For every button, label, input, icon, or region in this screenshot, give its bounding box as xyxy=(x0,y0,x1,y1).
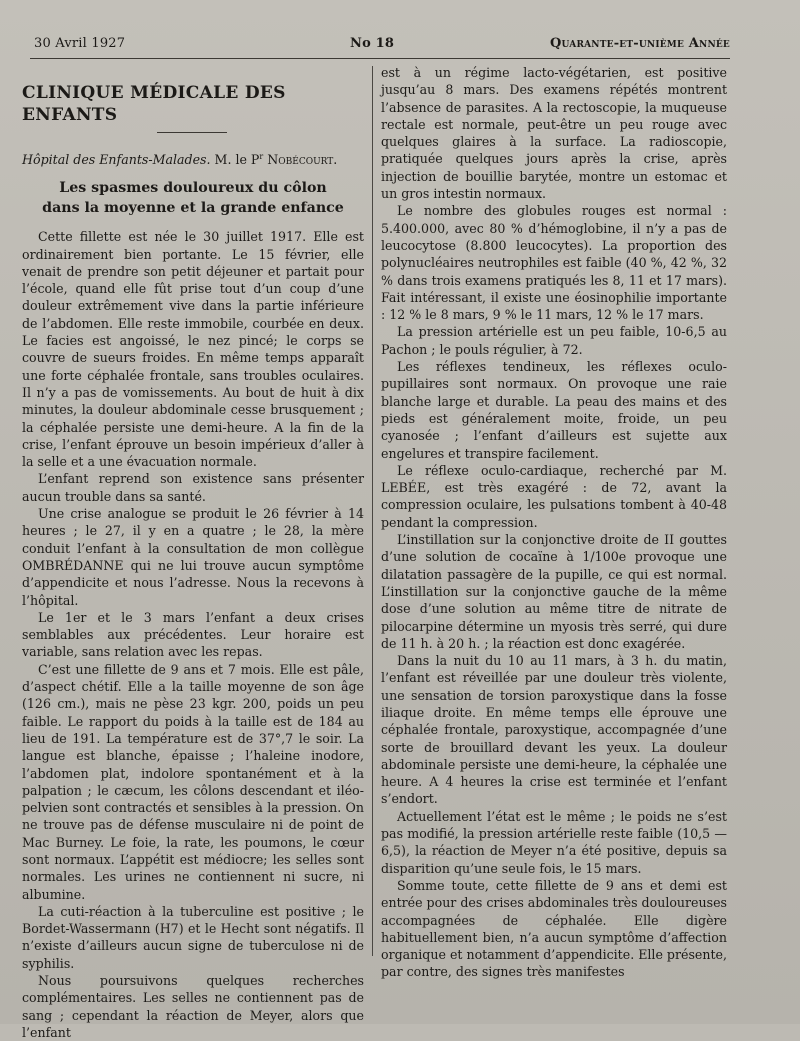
paragraph: Le réflexe oculo-cardiaque, recherché par M. LEBÉE, est très exagéré : de 72, avant la compression oculaire, les pulsations tombent à 40-48 pendant la compression. xyxy=(381,462,727,530)
right-column xyxy=(381,64,727,981)
hospital-line xyxy=(22,151,364,168)
paragraph: Dans la nuit du 10 au 11 mars, à 3 h. du matin, l’enfant est réveillée par une douleur très violente, une sensation de torsion paroxystique dans la fosse iliaque droite. En même temps elle éprouve une céphalée frontale, paroxystique, accompagnée d’une sorte de brouillard devant les yeux. La douleur abdominale persiste une demi-heure, la céphalée une heure. A 4 heures la crise est terminée et l’enfant s’endort. xyxy=(381,653,727,807)
professor-name: Nobécourt. xyxy=(267,152,338,167)
hospital-name: Hôpital des Enfants-Malades. xyxy=(22,152,211,167)
paragraph: Nous poursuivons quelques recherches complémentaires. Les selles ne contiennent pas de sang ; cependant la réaction de Meyer, alors que l’enfant xyxy=(22,973,364,1040)
left-column xyxy=(22,72,364,1041)
paragraph: Les réflexes tendineux, les réflexes oculo-pupillaires sont normaux. On provoque une raie blanche large et durable. La peau des mains et des pieds est généralement moite, froide, un peu cyanosée ; l’enfant d’ailleurs est sujette aux engelures et transpire facilement. xyxy=(381,359,727,461)
issue-date: 30 Avril 1927 xyxy=(34,36,126,51)
article-title-line-2: dans la moyenne et la grande enfance xyxy=(42,200,344,217)
paragraph: Une crise analogue se produit le 26 février à 14 heures ; le 27, il y en a quatre ; le 28, la mère conduit l’enfant à la consultation de mon collègue OMBRÉDANNE qui ne lui trouve aucun symptôme d’appendicite et nous l’adresse. Nous la recevons à l’hôpital. xyxy=(22,506,364,608)
paragraph: Somme toute, cette fillette de 9 ans et demi est entrée pour des crises abdominales très douloureuses accompagnées de céphalée. Elle digère habituellement bien, n’a aucun symptôme d’affection organique et notamment d’appendicite. Elle présente, par contre, des signes très manifestes xyxy=(381,877,727,980)
running-header xyxy=(30,36,730,56)
paragraph: Actuellement l’état est le même ; le poids ne s’est pas modifié, la pression artérielle reste faible (10,5 — 6,5), la réaction de Meyer n’a été positive, depuis sa disparition qu’une seule fois, le 15 mars. xyxy=(381,808,727,876)
paragraph: Le nombre des globules rouges est normal : 5.400.000, avec 80 % d’hémoglobine, il n’y a pas de leucocytose (8.800 leucocytes). La proportion des polynucléaires neutrophiles est faible (40 %, 42 %, 32 % dans trois examens pratiqués les 8, 11 et 17 mars). Fait intéressant, il existe une éosinophilie importante : 12 % le 8 mars, 9 % le 11 mars, 12 % le 17 mars. xyxy=(381,203,727,323)
header-rule xyxy=(30,58,730,59)
paragraph: La pression artérielle est un peu faible, 10-6,5 au Pachon ; le pouls régulier, à 72. xyxy=(381,324,727,357)
article-title xyxy=(22,178,364,218)
article-title-line-1: Les spasmes douloureux du côlon xyxy=(59,180,327,197)
paragraph: L’enfant reprend son existence sans présenter aucun trouble dans sa santé. xyxy=(22,471,364,504)
paragraph: Le 1er et le 3 mars l’enfant a deux crises semblables aux précédentes. Leur horaire est variable, sans relation avec les repas. xyxy=(22,609,364,660)
volume-year: Quarante-et-unième Année xyxy=(549,36,730,51)
professor-prefix: M. le P xyxy=(214,152,260,167)
paragraph: Cette fillette est née le 30 juillet 1917. Elle est ordinairement bien portante. Le 15 février, elle venait de prendre son petit déjeuner et partait pour l’école, quand elle fût prise tout d’un coup d’une douleur extrêmement vive dans la partie inférieure de l’abdomen. Elle reste immobile, courbée en deux. Le facies est angoissé, le nez pincé; le corps se couvre de sueurs froides. En même temps apparaît une forte céphalée frontale, sans troubles oculaires. Il n’y a pas de vomissements. Au bout de huit à dix minutes, la douleur abdominale cesse brusquement ; la céphalée persiste une demi-heure. A la fin de la crise, l’enfant éprouve un besoin impérieux d’aller à la selle et a une évacuation normale. xyxy=(22,229,364,470)
paragraph: C’est une fillette de 9 ans et 7 mois. Elle est pâle, d’aspect chétif. Elle a la taille moyenne de son âge (126 cm.), mais ne pèse 23 kgr. 200, poids un peu faible. Le rapport du poids à la taille est de 184 au lieu de 191. La température est de 37°,7 le soir. La langue est blanche, épaisse ; l’haleine inodore, l’abdomen plat, indolore spontanément et à la palpation ; le cæcum, les côlons descendant et iléo-pelvien sont contractés et sensibles à la pression. On ne trouve pas de défense musculaire ni de point de Mac Burney. Le foie, la rate, les poumons, le cœur sont normaux. L’appétit est médiocre; les selles sont normales. Les urines ne contiennent ni sucre, ni albumine. xyxy=(22,661,364,902)
title-rule xyxy=(157,132,227,133)
section-title: CLINIQUE MÉDICALE DES ENFANTS xyxy=(22,83,286,125)
issue-number: No 18 xyxy=(350,36,395,51)
paragraph: La cuti-réaction à la tuberculine est positive ; le Bordet-Wassermann (H7) et le Hecht sont négatifs. Il n’existe d’ailleurs aucun signe de tuberculose ni de syphilis. xyxy=(22,903,364,971)
paragraph: est à un régime lacto-végétarien, est positive jusqu’au 8 mars. Des examens répétés montrent l’absence de parasites. A la rectoscopie, la muqueuse rectale est normale, peut-être un peu rouge avec quelques glaires à la surface. La radioscopie, pratiquée quelques jours après la crise, après injection de bouillie barytée, montre un estomac et un gros intestin normaux. xyxy=(381,65,727,202)
professor-prefix-sup: r xyxy=(259,152,264,161)
column-divider xyxy=(372,66,373,956)
paragraph: L’instillation sur la conjonctive droite de II gouttes d’une solution de cocaïne à 1/100e provoque une dilatation passagère de la pupille, ce qui est normal. L’instillation sur la conjonctive gauche de la même dose d’une solution au même titre de nitrate de pilocarpine détermine un myosis très serré, qui dure de 11 h. à 20 h. ; la réaction est donc exagérée. xyxy=(381,532,727,651)
